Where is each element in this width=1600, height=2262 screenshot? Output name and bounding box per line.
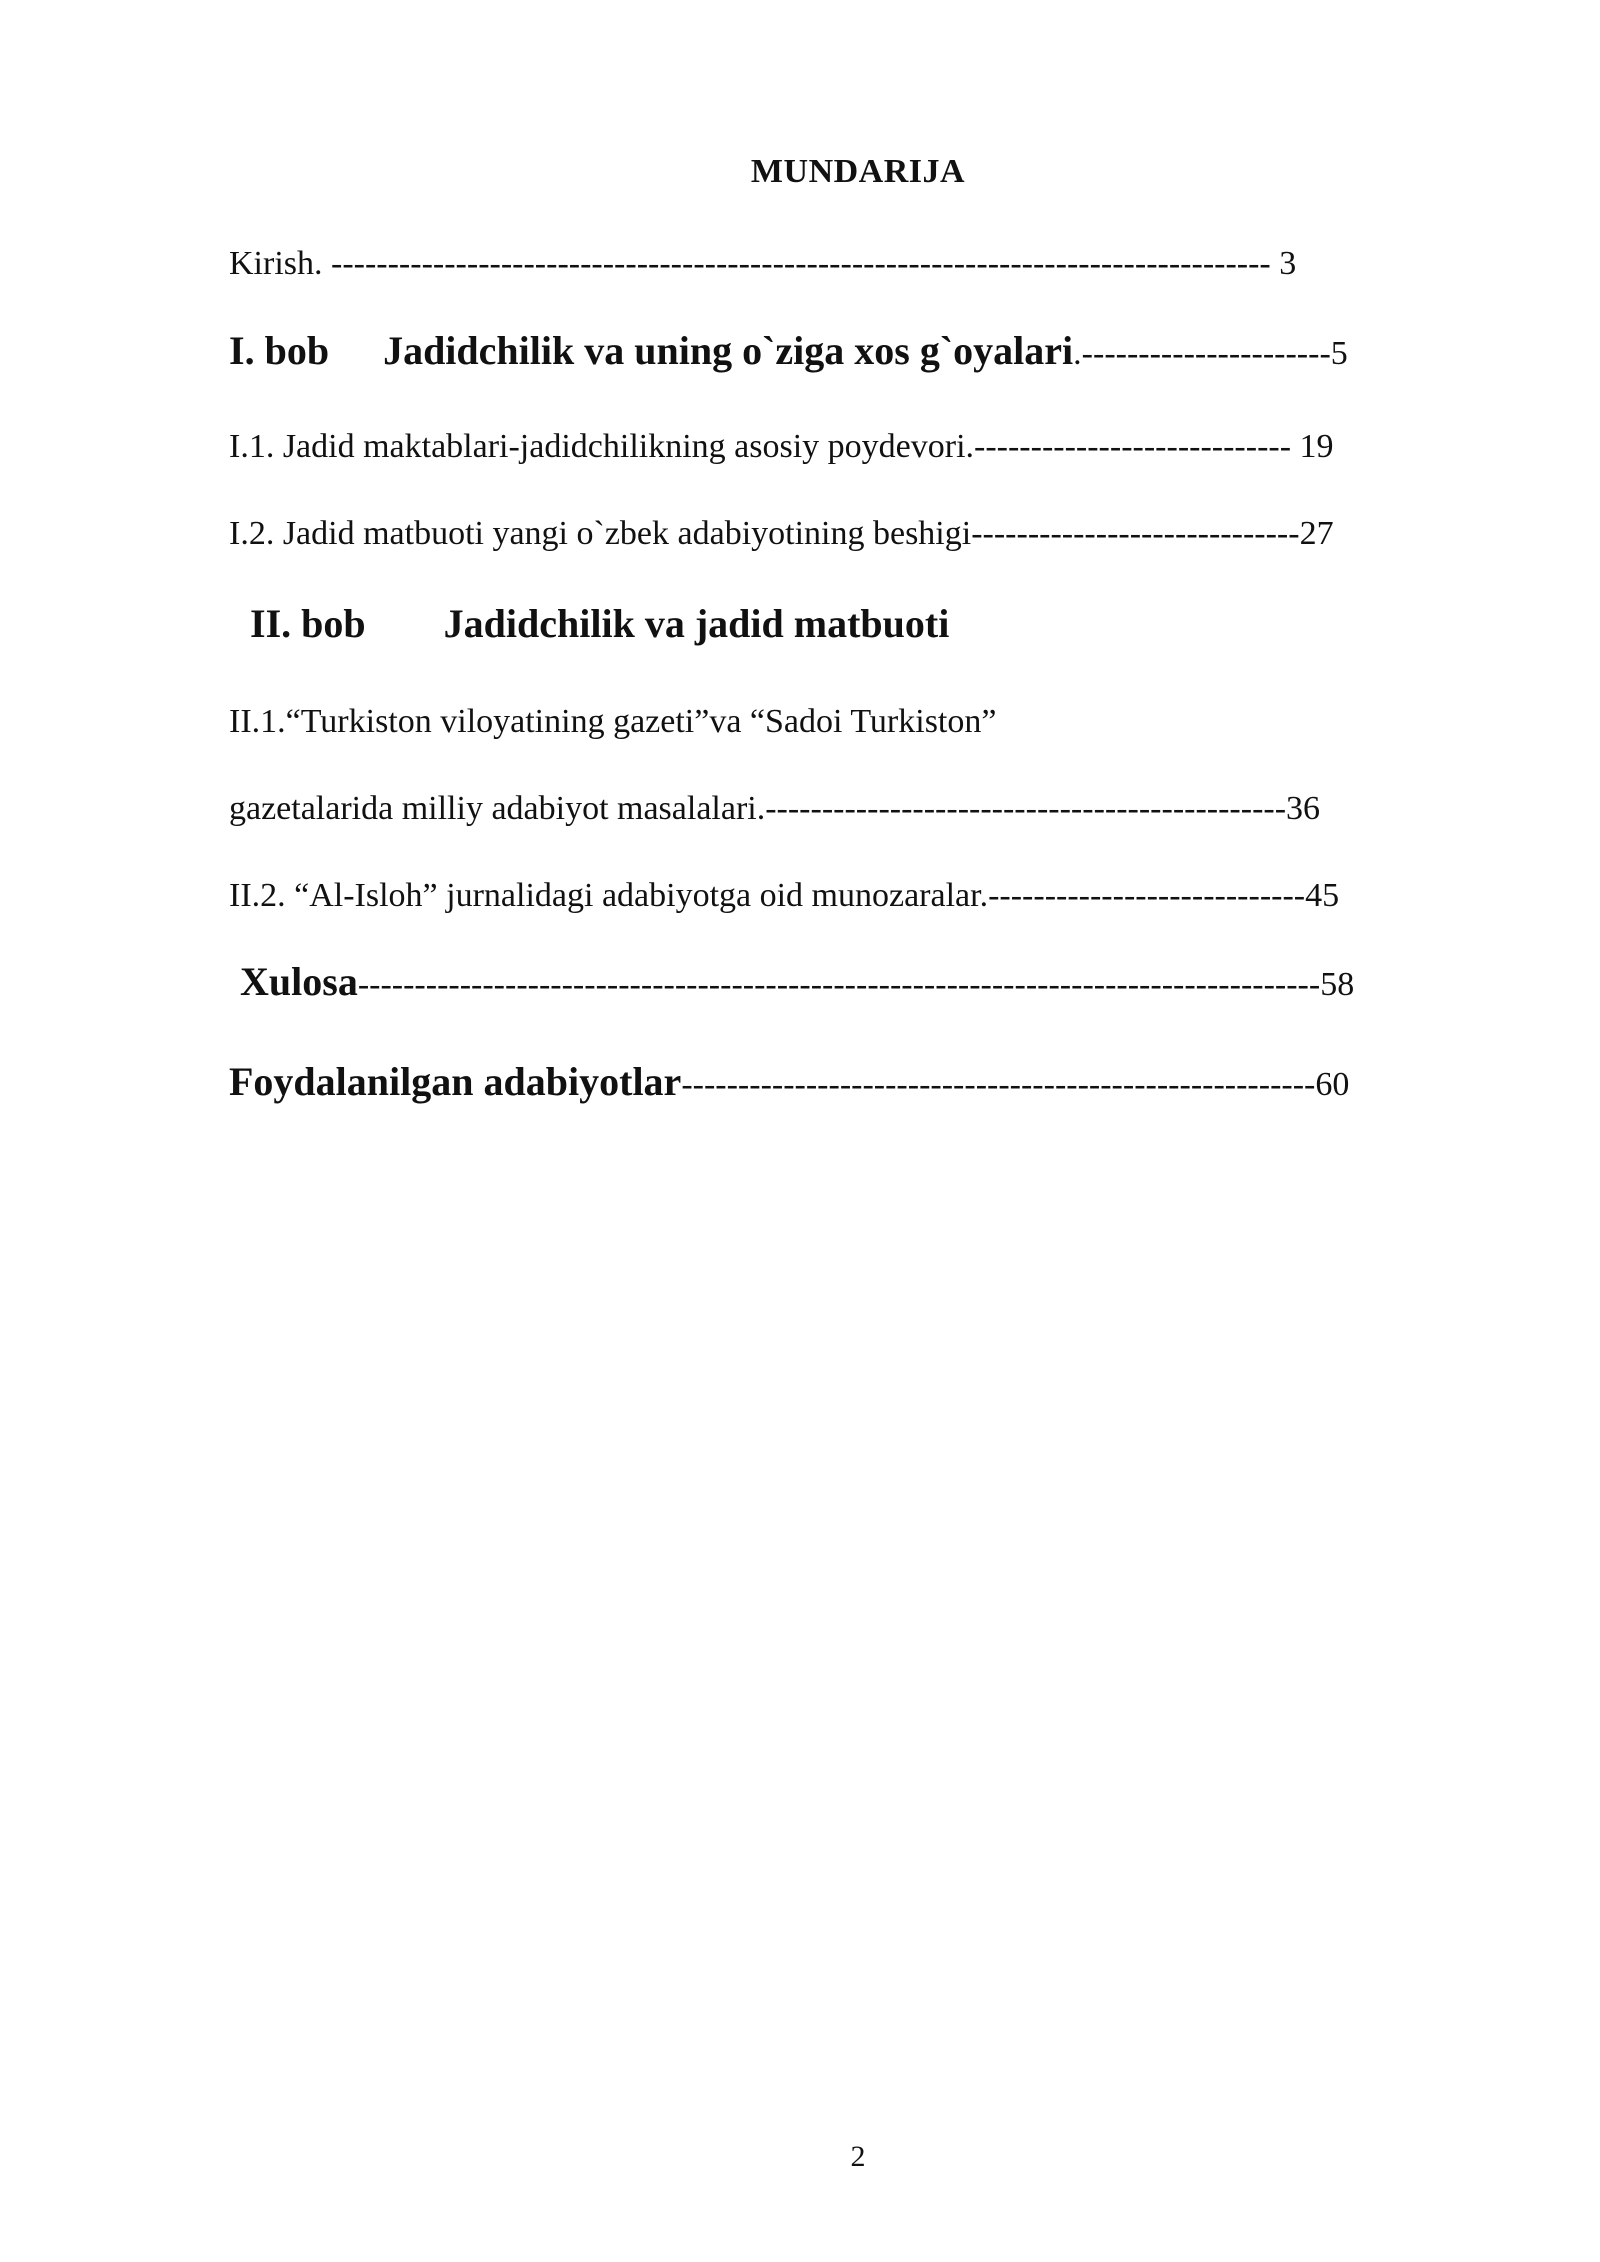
toc-leader-dots: -------------------------------------------------------- (681, 1066, 1316, 1103)
toc-entry-chapter-1 (229, 328, 1348, 373)
toc-page-number: 3 (1270, 245, 1297, 282)
toc-leader-dots: ---------------------------------------------- (765, 790, 1287, 827)
toc-entry-label: Xulosa (240, 959, 358, 1004)
toc-page-number: 27 (1299, 515, 1334, 552)
toc-leader-dots: .---------------------- (1073, 335, 1331, 372)
chapter-title: Jadidchilik va jadid matbuoti (443, 601, 950, 646)
toc-page-number: 36 (1286, 790, 1321, 827)
toc-page-number: 58 (1320, 966, 1355, 1003)
toc-entry-label: II.2. “Al-Isloh” jurnalidagi adabiyotga oid munozaralar. (229, 877, 989, 914)
chapter-number: II. bob (250, 601, 366, 646)
toc-entry-label: I.2. Jadid matbuoti yangi o`zbek adabiyotining beshigi (229, 515, 972, 552)
toc-entry-section-2-1-line-2 (229, 792, 1320, 826)
toc-entry-label: Kirish. (229, 245, 331, 282)
toc-entry-label: gazetalarida milliy adabiyot masalalari. (229, 790, 766, 827)
toc-leader-dots: ---------------------------- (974, 428, 1292, 465)
toc-leader-dots: ----------------------------------------------------------------------------------- (331, 245, 1271, 282)
page-number: 2 (850, 2140, 866, 2173)
toc-leader-dots: ---------------------------- (988, 877, 1306, 914)
toc-page-number: 45 (1305, 877, 1340, 914)
toc-page-number: 19 (1291, 428, 1334, 465)
page-title: MUNDARIJA (750, 153, 966, 190)
toc-entry-section-2-2 (229, 879, 1339, 913)
toc-page-number: 60 (1315, 1066, 1350, 1103)
toc-page-number: 5 (1330, 335, 1348, 372)
chapter-title: Jadidchilik va uning o`ziga xos g`oyalari (383, 328, 1074, 373)
toc-leader-dots: ----------------------------- (971, 515, 1300, 552)
toc-entry-label: I.1. Jadid maktablari-jadidchilikning asosiy poydevori. (229, 428, 975, 465)
toc-entry-section-2-1-line-1 (229, 705, 996, 739)
toc-entry-chapter-2 (250, 601, 950, 646)
toc-entry-label: Foydalanilgan adabiyotlar (229, 1059, 682, 1104)
toc-entry-label: II.1.“Turkiston viloyatining gazeti”va “Sadoi Turkiston” (229, 703, 997, 740)
toc-entry-conclusion (240, 959, 1355, 1004)
toc-entry-section-1-1 (229, 430, 1334, 464)
toc-entry-references (229, 1059, 1350, 1104)
toc-entry-intro (229, 247, 1296, 281)
chapter-number: I. bob (229, 328, 330, 373)
toc-leader-dots: ------------------------------------------------------------------------------------- (357, 966, 1321, 1003)
toc-entry-section-1-2 (229, 517, 1334, 551)
